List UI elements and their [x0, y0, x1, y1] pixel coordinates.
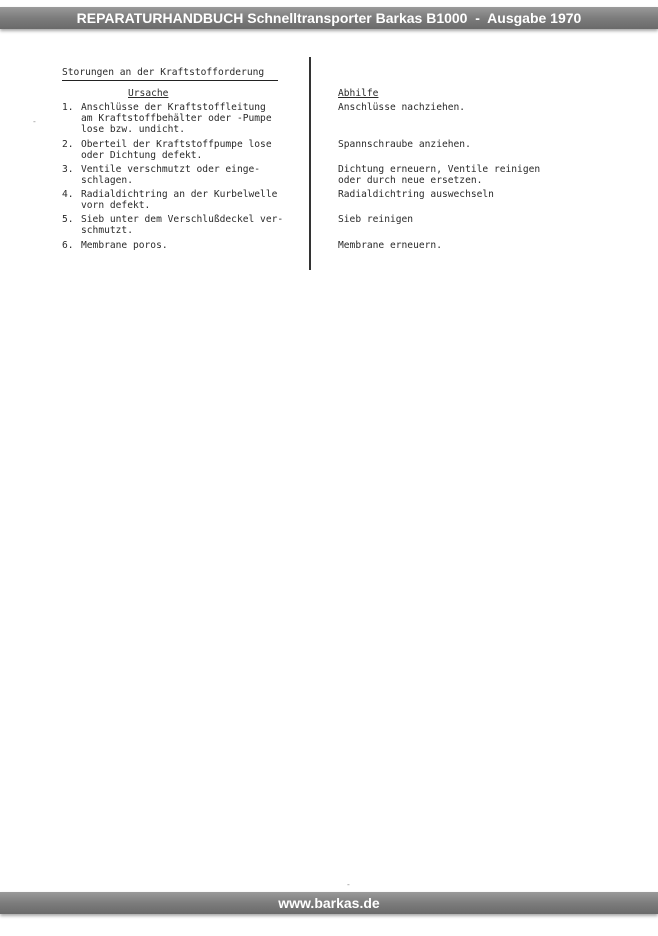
remedy-text: Spannschraube anziehen. — [338, 139, 471, 150]
header-banner — [0, 7, 658, 29]
footer-url: www.barkas.de — [278, 895, 380, 911]
footer-banner — [0, 892, 658, 914]
remedy-text: Anschlüsse nachziehen. — [338, 102, 466, 113]
scan-mark: - — [346, 880, 351, 889]
cause-column-heading: Ursache — [128, 88, 169, 99]
row-number: 2. — [62, 139, 74, 150]
row-number: 6. — [62, 240, 74, 251]
remedy-text: Membrane erneuern. — [338, 240, 442, 251]
remedy-column-heading: Abhilfe — [338, 88, 379, 99]
cause-text: Sieb unter dem Verschlußdeckel ver- schmutzt. — [81, 214, 284, 236]
cause-text: Anschlüsse der Kraftstoffleitung am Kraftstoffbehälter oder -Pumpe lose bzw. undicht. — [81, 102, 272, 135]
row-number: 1. — [62, 102, 74, 113]
header-title: REPARATURHANDBUCH Schnelltransporter Barkas B1000 - Ausgabe 1970 — [76, 10, 582, 26]
cause-text: Radialdichtring an der Kurbelwelle vorn defekt. — [81, 189, 278, 211]
cause-text: Ventile verschmutzt oder einge- schlagen. — [81, 164, 261, 186]
row-number: 4. — [62, 189, 74, 200]
cause-text: Oberteil der Kraftstoffpumpe lose oder Dichtung defekt. — [81, 139, 272, 161]
section-title: Storungen an der Kraftstofforderung — [62, 67, 278, 81]
remedy-text: Dichtung erneuern, Ventile reinigen oder durch neue ersetzen. — [338, 164, 541, 186]
remedy-text: Sieb reinigen — [338, 214, 414, 225]
row-number: 5. — [62, 214, 74, 225]
row-number: 3. — [62, 164, 74, 175]
cause-text: Membrane poros. — [81, 240, 168, 251]
remedy-text: Radialdichtring auswechseln — [338, 189, 494, 200]
scan-mark: - — [32, 117, 37, 126]
column-divider — [309, 57, 311, 270]
